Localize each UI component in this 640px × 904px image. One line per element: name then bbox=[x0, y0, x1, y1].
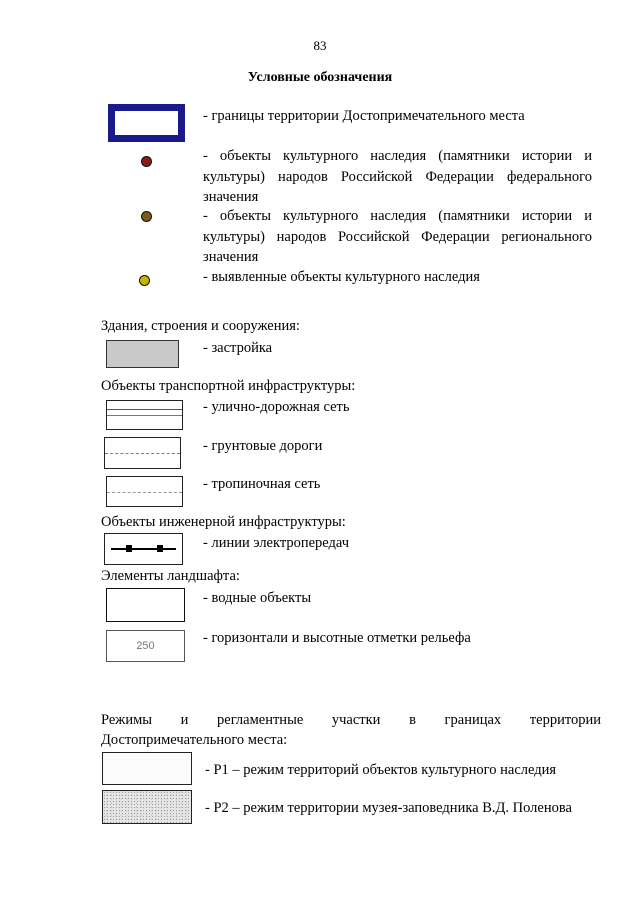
power-pole-icon bbox=[126, 545, 132, 552]
landscape-heading: Элементы ландшафта: bbox=[101, 568, 240, 584]
legend-boundary-text: - границы территории Достопримечательного места bbox=[203, 108, 525, 124]
legend-contours-text: - горизонтали и высотные отметки рельефа bbox=[203, 630, 471, 646]
buildings-heading: Здания, строения и сооружения: bbox=[101, 318, 300, 334]
street-network-symbol bbox=[106, 400, 183, 430]
contours-symbol bbox=[106, 630, 185, 662]
path-dash-line bbox=[107, 492, 182, 493]
legend-federal-heritage-text: - объекты культурного наследия (памятники истории и культуры) народов Российской Федерации федерального значения bbox=[203, 148, 592, 205]
engineering-heading: Объекты инженерной инфраструктуры: bbox=[101, 514, 346, 530]
legend-paths-text: - тропиночная сеть bbox=[203, 476, 321, 492]
dirt-road-dash-line bbox=[105, 453, 180, 454]
street-network-line bbox=[107, 409, 182, 410]
elevation-mark-label: 250 bbox=[136, 640, 155, 652]
boundary-symbol bbox=[108, 104, 185, 142]
transport-heading: Объекты транспортной инфраструктуры: bbox=[101, 378, 356, 394]
regimes-heading-line2: Достопримечательного места: bbox=[101, 732, 288, 748]
r2-symbol bbox=[102, 790, 192, 824]
legend-identified-heritage-text: - выявленные объекты культурного наследия bbox=[203, 269, 480, 285]
power-pole-icon bbox=[157, 545, 163, 552]
legend-r2-text: - Р2 – режим территории музея-заповедника В.Д. Поленова bbox=[205, 800, 572, 816]
paths-symbol bbox=[106, 476, 183, 507]
street-network-line bbox=[107, 415, 182, 416]
r1-symbol bbox=[102, 752, 192, 785]
water-symbol bbox=[106, 588, 185, 622]
legend-r1-text: - Р1 – режим территорий объектов культурного наследия bbox=[205, 762, 557, 778]
power-line bbox=[111, 548, 176, 550]
identified-heritage-marker-icon bbox=[139, 275, 150, 286]
page-number: 83 bbox=[313, 38, 327, 53]
dirt-roads-symbol bbox=[104, 437, 181, 469]
regimes-heading-line1: Режимы и регламентные участки в границах территории bbox=[101, 712, 601, 728]
federal-heritage-marker-icon bbox=[141, 156, 152, 167]
legend-water-text: - водные объекты bbox=[203, 590, 312, 606]
power-lines-symbol bbox=[104, 533, 183, 565]
legend-development-text: - застройка bbox=[203, 340, 273, 356]
legend-power-lines-text: - линии электропередач bbox=[203, 535, 350, 551]
development-symbol bbox=[106, 340, 179, 368]
regional-heritage-marker-icon bbox=[141, 211, 152, 222]
legend-regional-heritage-text: - объекты культурного наследия (памятники истории и культуры) народов Российской Федерации регионального значения bbox=[203, 208, 592, 265]
page-title: Условные обозначения bbox=[247, 70, 393, 85]
legend-street-network-text: - улично-дорожная сеть bbox=[203, 399, 350, 415]
legend-dirt-roads-text: - грунтовые дороги bbox=[203, 438, 323, 454]
